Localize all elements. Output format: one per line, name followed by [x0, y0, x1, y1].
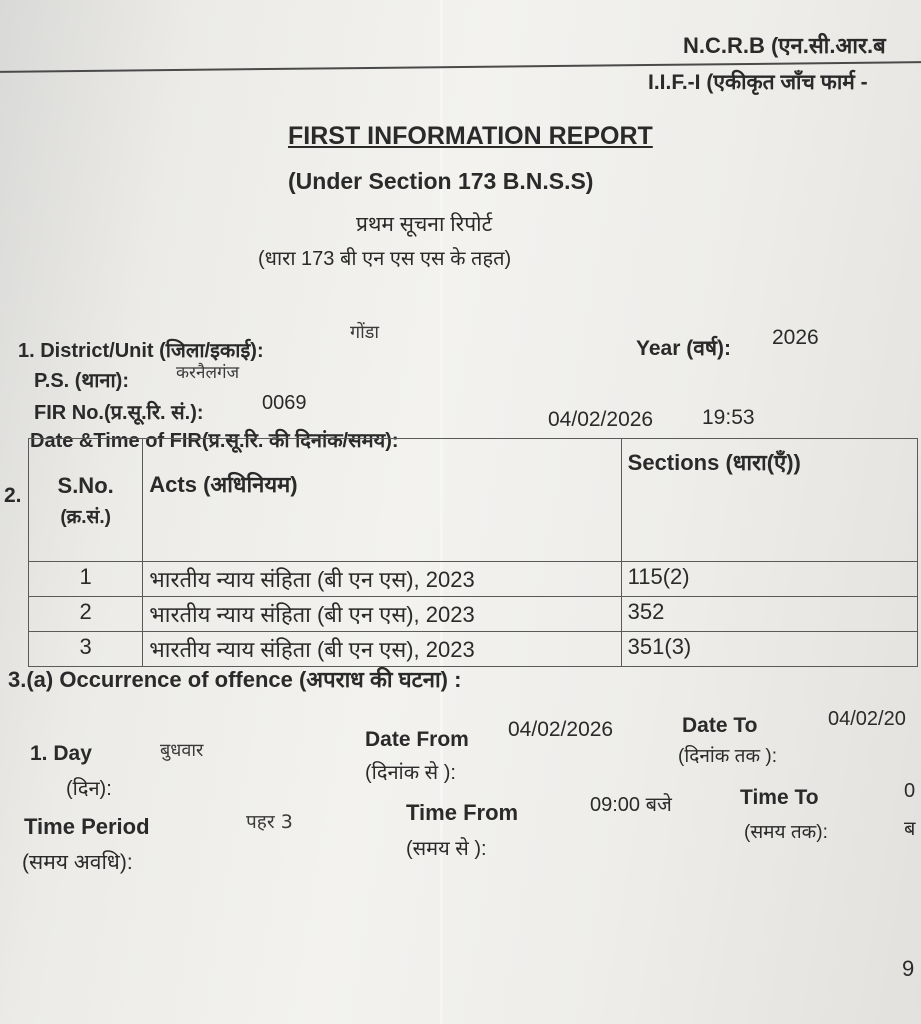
time-period-hindi: (समय अवधि):: [22, 851, 133, 874]
table-row: [29, 632, 918, 667]
occurrence-heading: 3.(a) Occurrence of offence (अपराध की घटना) :: [8, 667, 462, 692]
time-from-value: 09:00 बजे: [590, 794, 672, 816]
table-header-row: [29, 439, 918, 562]
year-value: 2026: [772, 326, 819, 349]
fir-datetime-label: Date &Time of FIR(प्र.सू.रि. की दिनांक/समय):: [30, 430, 399, 452]
ps-label: P.S. (थाना):: [34, 370, 129, 392]
row-sno: 3: [29, 632, 143, 667]
fir-date-value: 04/02/2026: [548, 408, 654, 431]
district-label: 1. District/Unit (जिला/इकाई):: [18, 340, 264, 362]
table-row: [29, 597, 918, 632]
row-section: 351(3): [621, 632, 917, 667]
fir-no-label: FIR No.(प्र.सू.रि. सं.):: [34, 402, 204, 424]
report-title-hindi: प्रथम सूचना रिपोर्ट: [356, 213, 493, 236]
acts-sections-table: [28, 438, 918, 667]
ncrb-code: N.C.R.B (एन.सी.आर.ब: [683, 33, 886, 58]
time-from-hindi: (समय से ):: [406, 838, 487, 860]
ps-value: करनैलगंज: [176, 363, 240, 383]
date-to-hindi: (दिनांक तक ):: [678, 746, 777, 767]
bottom-fragment: 9: [902, 956, 915, 981]
sno-header-text: S.No.: [57, 473, 114, 498]
time-to-hindi: (समय तक):: [744, 822, 828, 843]
section-2-number: 2.: [4, 484, 22, 507]
iif-code: I.I.F.-I (एकीकृत जाँच फार्म -: [648, 71, 868, 94]
report-title: FIRST INFORMATION REPORT: [288, 122, 653, 150]
row-section: 352: [621, 597, 917, 632]
time-period-value: पहर 3: [246, 811, 293, 833]
row-act: भारतीय न्याय संहिता (बी एन एस), 2023: [143, 562, 621, 597]
time-to-label: Time To: [740, 786, 819, 809]
sno-header: [29, 439, 143, 562]
row-act: भारतीय न्याय संहिता (बी एन एस), 2023: [143, 597, 621, 632]
time-to-value: 0: [904, 780, 916, 802]
date-to-value: 04/02/20: [828, 708, 906, 730]
time-period-label: Time Period: [24, 814, 150, 839]
day-value: बुधवार: [160, 740, 204, 761]
time-from-label: Time From: [406, 800, 519, 825]
table-row: [29, 562, 918, 597]
report-subtitle: (Under Section 173 B.N.S.S): [288, 168, 594, 194]
sections-header: Sections (धारा(एँ)): [621, 439, 917, 562]
date-from-label: Date From: [365, 728, 469, 751]
acts-header: Acts (अधिनियम): [143, 439, 621, 562]
sno-header-hindi: (क्र.सं.): [60, 507, 111, 528]
row-sno: 1: [29, 562, 143, 597]
fir-no-value: 0069: [262, 392, 307, 414]
fir-time-value: 19:53: [702, 406, 755, 429]
year-label: Year (वर्ष):: [636, 337, 732, 360]
date-from-hindi: (दिनांक से ):: [365, 762, 456, 784]
row-sno: 2: [29, 597, 143, 632]
day-label-hindi: (दिन):: [66, 778, 112, 800]
report-subtitle-hindi: (धारा 173 बी एन एस एस के तहत): [258, 248, 512, 270]
day-label: 1. Day: [30, 742, 92, 765]
row-section: 115(2): [621, 562, 917, 597]
date-to-label: Date To: [682, 714, 758, 737]
date-from-value: 04/02/2026: [508, 718, 614, 741]
time-to-value-2: ब: [904, 818, 916, 840]
row-act: भारतीय न्याय संहिता (बी एन एस), 2023: [143, 632, 621, 667]
district-value: गोंडा: [350, 322, 380, 343]
